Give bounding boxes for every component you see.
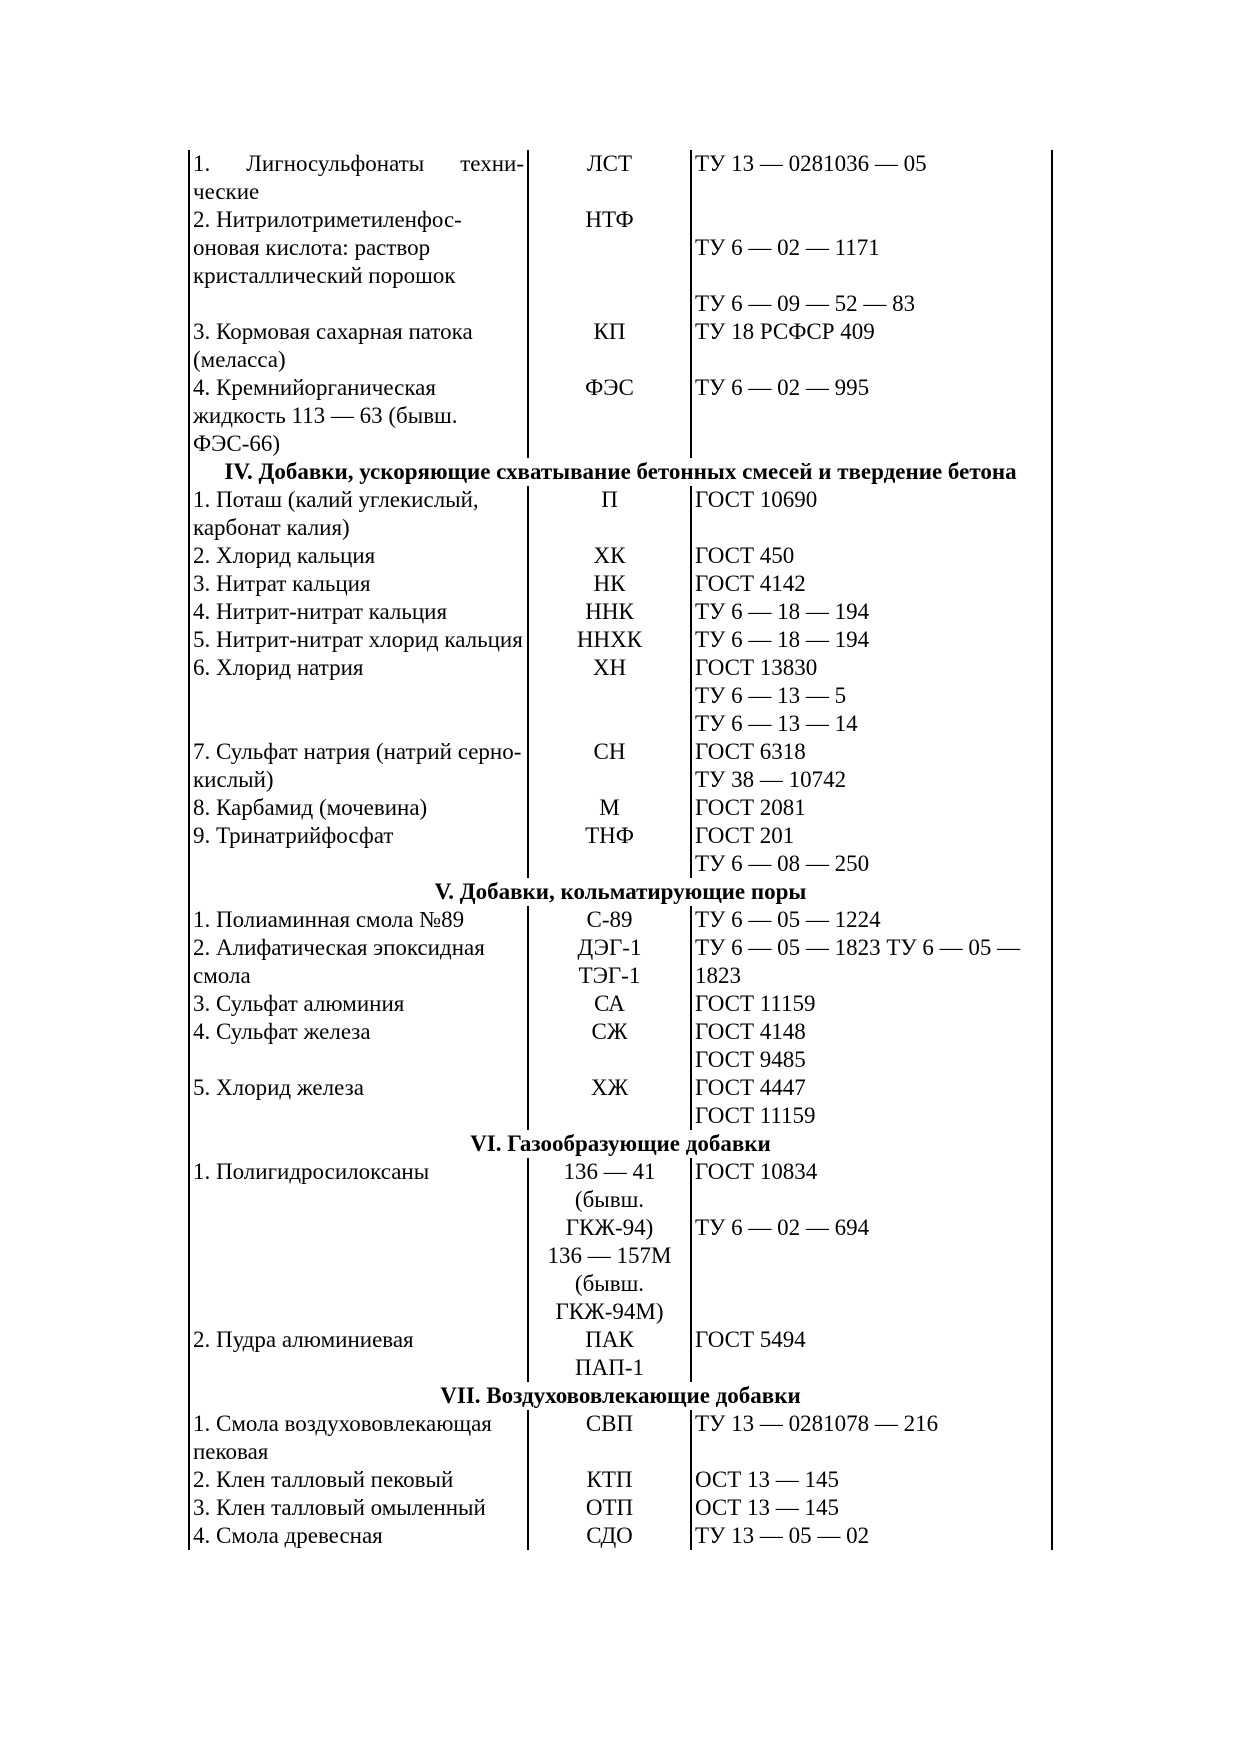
spacer [695,1186,1048,1214]
additive-code-cell [528,1018,691,1074]
additive-code: НТФ [585,207,634,232]
additive-code: С-89 [586,907,633,932]
additive-name-cell: 8. Карбамид (мочевина) [189,794,528,822]
additive-code: НК [593,571,626,596]
table-row [189,626,1052,654]
additive-code-cell [528,374,691,458]
additive-code-cell [528,150,691,206]
section-header-row [189,1382,1052,1410]
additive-name-cell: 1. Лигносульфонаты техни-ческие [189,150,528,206]
spacer [695,206,1048,234]
standard-reference: ТУ 6 — 08 — 250 [695,851,870,876]
standard-reference: ОСТ 13 — 145 [695,1467,840,1492]
additive-code-cell [528,1074,691,1130]
table-row [189,934,1052,990]
table-row [189,822,1052,878]
additive-code: ТНФ [585,823,634,848]
standard-reference: ТУ 6 — 18 — 194 [695,627,870,652]
table-row [189,1522,1052,1550]
standard-reference: ГОСТ 13830 [695,655,818,680]
document-page [188,150,1051,1550]
table-row [189,906,1052,934]
additive-code-cell [528,542,691,570]
standard-reference: ГОСТ 10834 [695,1159,818,1184]
additive-name-cell: 2. Хлорид кальция [189,542,528,570]
additive-name-cell: 3. Кормовая сахарная патока (меласса) [189,318,528,374]
additive-name-cell: 3. Нитрат кальция [189,570,528,598]
additive-name-cell: 1. Полиаминная смола №89 [189,906,528,934]
section-title: IV. Добавки, ускоряющие схватывание бетонных смесей и твердение бетона [189,458,1052,486]
additive-code: ХК [593,543,626,568]
additive-name-cell: 6. Хлорид натрия [189,654,528,738]
additive-code: ТЭГ-1 [578,963,641,988]
additive-name-cell: 1. Смола воздухововлекающая пековая [189,1410,528,1466]
additive-code: ННК [585,599,634,624]
additive-code-cell [528,570,691,598]
section-title: VII. Воздухововлекающие добавки [189,1382,1052,1410]
standard-reference: ТУ 6 — 18 — 194 [695,599,870,624]
standard-reference: ТУ 6 — 13 — 5 [695,683,847,708]
table-row [189,206,1052,318]
additive-code-cell [528,1326,691,1382]
additive-code-cell [528,794,691,822]
standard-reference: ТУ 13 — 0281078 — 216 [695,1411,939,1436]
spacer [695,262,1048,290]
standard-cell [691,1466,1052,1494]
additive-name-cell: 9. Тринатрийфосфат [189,822,528,878]
additive-code: СДО [586,1523,633,1548]
section-header-row [189,458,1052,486]
standard-cell [691,318,1052,374]
standard-cell [691,626,1052,654]
additive-name-cell: 4. Кремнийорганическая жидкость 113 — 63 (бывш. ФЭС-66) [189,374,528,458]
additive-code: ДЭГ-1 [577,935,642,960]
standard-cell [691,206,1052,318]
section-title: V. Добавки, кольматирующие поры [189,878,1052,906]
standard-cell [691,598,1052,626]
table-row [189,990,1052,1018]
standard-cell [691,934,1052,990]
standard-cell [691,542,1052,570]
additive-code-cell [528,598,691,626]
table-row [189,1410,1052,1466]
additive-name-cell: 2. Нитрилотриметиленфос-оновая кислота: раствор кристаллический порошок [189,206,528,318]
table-row [189,486,1052,542]
additive-code: ПАП-1 [575,1355,644,1380]
additive-code-cell [528,822,691,878]
standard-reference: ТУ 6 — 02 — 1171 [695,235,880,260]
standard-cell [691,1326,1052,1382]
additive-code: КП [593,319,626,344]
additive-code: ЛСТ [587,151,632,176]
additive-name-cell: 4. Смола древесная [189,1522,528,1550]
additive-code-cell [528,990,691,1018]
table-row [189,738,1052,794]
standard-cell [691,1074,1052,1130]
standard-reference: ГОСТ 6318 [695,739,806,764]
standard-cell [691,654,1052,738]
additives-table [188,150,1053,1550]
additive-name-cell: 4. Сульфат железа [189,1018,528,1074]
table-row [189,318,1052,374]
additive-code: СВП [585,1411,634,1436]
additive-code: 136 — 157М (бывш. ГКЖ-94М) [547,1243,672,1324]
standard-reference: ГОСТ 2081 [695,795,806,820]
additive-code: М [599,795,620,820]
standard-reference: ГОСТ 4148 [695,1019,806,1044]
standard-cell [691,822,1052,878]
table-row [189,1158,1052,1326]
additive-code: ФЭС [585,375,634,400]
table-row [189,1074,1052,1130]
additive-code: ХН [592,655,627,680]
standard-reference: ТУ 6 — 09 — 52 — 83 [695,291,916,316]
section-header-row [189,1130,1052,1158]
standard-cell [691,150,1052,206]
table-row [189,374,1052,458]
standard-cell [691,486,1052,542]
additive-code-cell [528,626,691,654]
additive-code-cell [528,654,691,738]
standard-cell [691,1158,1052,1326]
additive-code-cell [528,1494,691,1522]
additive-name-cell: 1. Поташ (калий углекислый, карбонат калия) [189,486,528,542]
table-row [189,794,1052,822]
standard-cell [691,1018,1052,1074]
table-row [189,598,1052,626]
section-title: VI. Газообразующие добавки [189,1130,1052,1158]
standard-reference: ТУ 6 — 05 — 1823 ТУ 6 — 05 — 1823 [695,935,1021,988]
additive-name-cell: 2. Алифатическая эпоксидная смола [189,934,528,990]
table-row [189,1466,1052,1494]
standard-reference: ГОСТ 11159 [695,1103,816,1128]
standard-cell [691,738,1052,794]
standard-reference: ТУ 6 — 05 — 1224 [695,907,881,932]
standard-reference: ТУ 6 — 13 — 14 [695,711,858,736]
standard-cell [691,570,1052,598]
additive-code-cell [528,206,691,318]
additive-code-cell [528,906,691,934]
table-row [189,654,1052,738]
additive-name-cell: 4. Нитрит-нитрат кальция [189,598,528,626]
additive-code: КТП [586,1467,633,1492]
standard-cell [691,990,1052,1018]
additive-code-cell [528,738,691,794]
standard-reference: ГОСТ 11159 [695,991,816,1016]
standard-cell [691,1494,1052,1522]
additive-code: ННХК [576,627,643,652]
additive-code: ХЖ [590,1075,629,1100]
additive-code: СЖ [591,1019,628,1044]
standard-reference: ГОСТ 5494 [695,1327,806,1352]
additive-name-cell: 1. Полигидросилоксаны [189,1158,528,1326]
additive-code-cell [528,486,691,542]
standard-reference: ТУ 6 — 02 — 995 [695,375,870,400]
standard-reference: ГОСТ 4447 [695,1075,806,1100]
table-row [189,1326,1052,1382]
additive-name-cell: 3. Клен талловый омыленный [189,1494,528,1522]
additive-code-cell [528,1410,691,1466]
additive-name-cell: 2. Клен талловый пековый [189,1466,528,1494]
additives-table-body [189,150,1052,1550]
additive-code-cell [528,318,691,374]
table-row [189,570,1052,598]
additive-code: СА [594,991,625,1016]
additive-code: 136 — 41 (бывш. ГКЖ-94) [563,1159,656,1240]
standard-reference: ТУ 6 — 02 — 694 [695,1215,870,1240]
standard-reference: ГОСТ 201 [695,823,795,848]
standard-reference: ГОСТ 10690 [695,487,818,512]
table-row [189,542,1052,570]
standard-cell [691,374,1052,458]
additive-code: ОТП [585,1495,634,1520]
standard-reference: ТУ 38 — 10742 [695,767,847,792]
standard-cell [691,906,1052,934]
additive-name-cell: 5. Хлорид железа [189,1074,528,1130]
section-header-row [189,878,1052,906]
additive-code-cell [528,1466,691,1494]
table-row [189,1018,1052,1074]
standard-reference: ТУ 18 РСФСР 409 [695,319,875,344]
standard-reference: ОСТ 13 — 145 [695,1495,840,1520]
additive-code: ПАК [585,1327,634,1352]
standard-reference: ГОСТ 450 [695,543,795,568]
standard-reference: ГОСТ 9485 [695,1047,806,1072]
additive-code-cell [528,934,691,990]
additive-code: СН [593,739,626,764]
standard-reference: ТУ 13 — 0281036 — 05 [695,151,927,176]
additive-name-cell: 7. Сульфат натрия (натрий серно-кислый) [189,738,528,794]
standard-cell [691,794,1052,822]
standard-cell [691,1522,1052,1550]
additive-name-cell: 3. Сульфат алюминия [189,990,528,1018]
additive-code-cell [528,1522,691,1550]
standard-reference: ТУ 13 — 05 — 02 [695,1523,870,1548]
standard-reference: ГОСТ 4142 [695,571,806,596]
additive-code-cell [528,1158,691,1326]
table-row [189,1494,1052,1522]
standard-cell [691,1410,1052,1466]
additive-name-cell: 5. Нитрит-нитрат хлорид кальция [189,626,528,654]
additive-name-cell: 2. Пудра алюминиевая [189,1326,528,1382]
table-row [189,150,1052,206]
additive-code: П [601,487,618,512]
